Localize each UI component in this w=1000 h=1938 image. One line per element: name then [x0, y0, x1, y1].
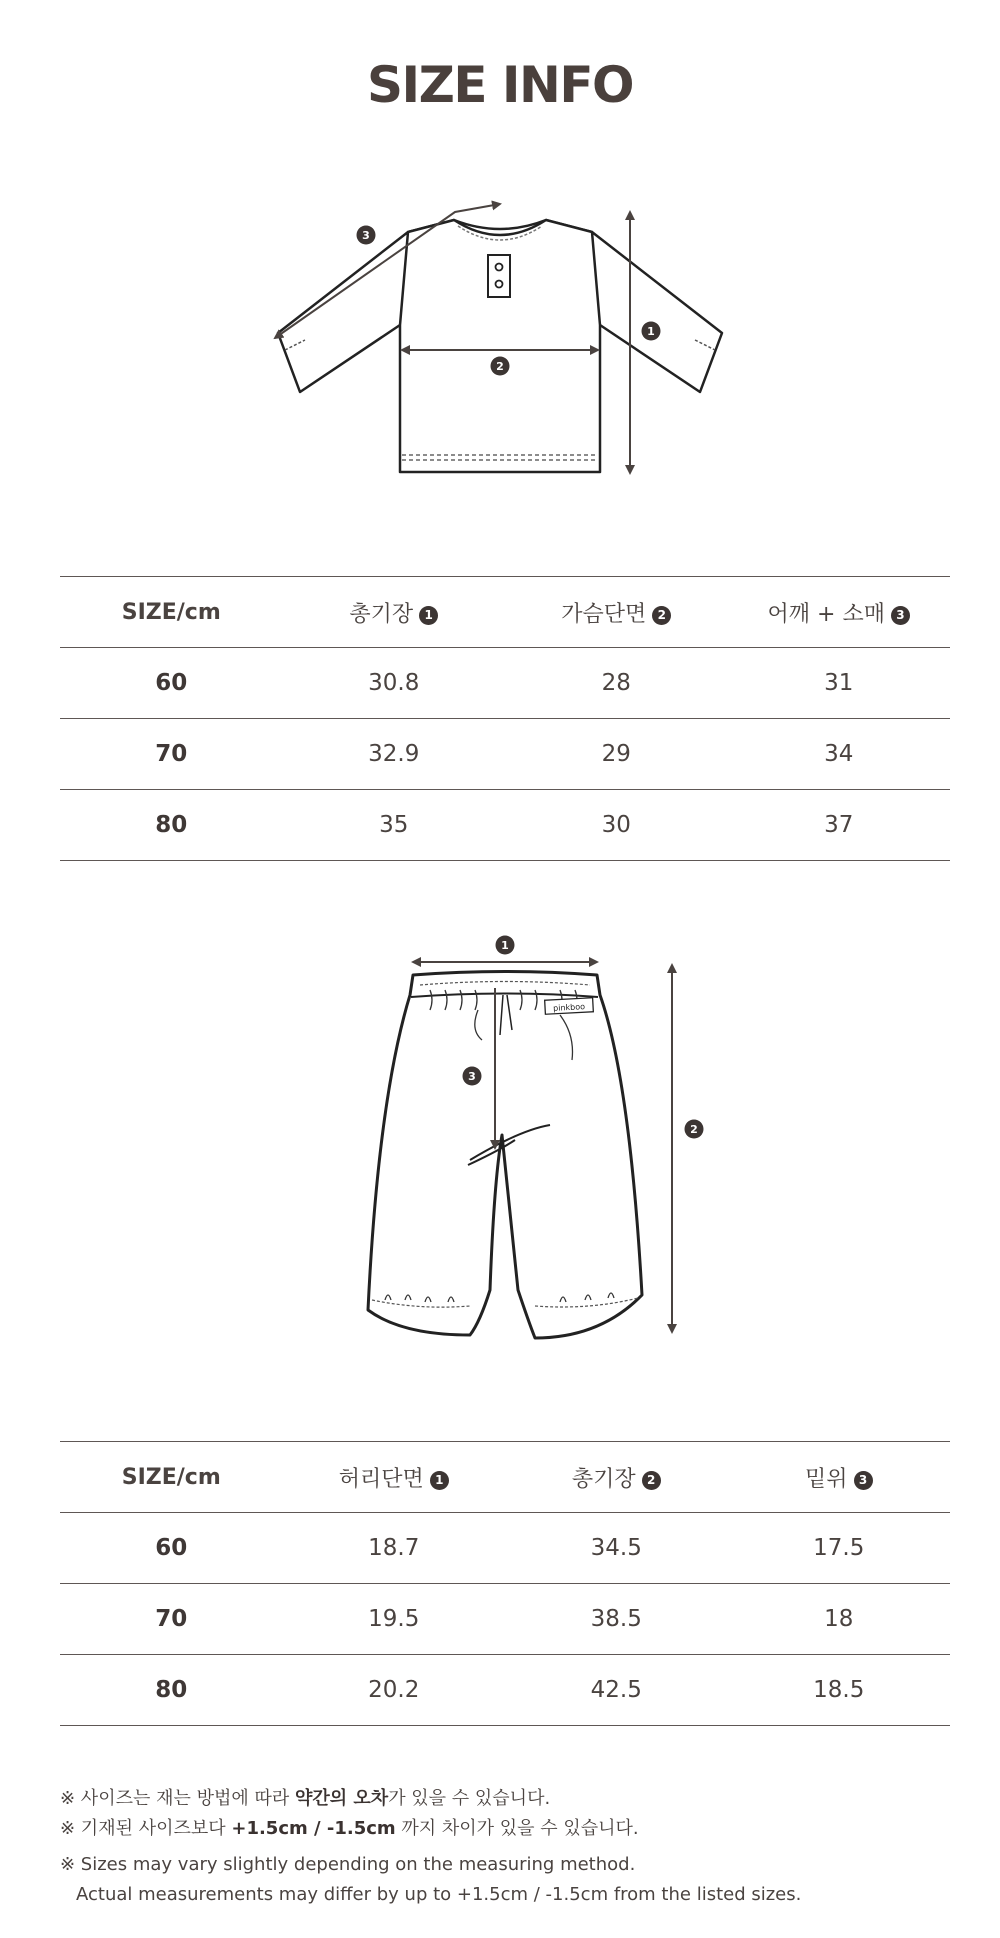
value-cell: 30.8	[283, 648, 506, 719]
header-waist-width: 허리단면 1	[283, 1442, 506, 1513]
size-cell: 80	[60, 1655, 283, 1726]
value-cell: 34.5	[505, 1513, 728, 1584]
table-row	[60, 1584, 950, 1655]
value-cell: 18	[728, 1584, 951, 1655]
value-cell: 18.5	[728, 1655, 951, 1726]
note-ko-1: ※ 사이즈는 재는 방법에 따라 약간의 오차가 있을 수 있습니다.	[60, 1788, 551, 1809]
table-row	[60, 790, 950, 861]
pants-length-badge-label: 2	[690, 1123, 698, 1136]
value-cell: 19.5	[283, 1584, 506, 1655]
top-size-table	[60, 576, 950, 861]
chest-badge-label: 2	[496, 360, 504, 373]
header-chest-width: 가슴단면 2	[505, 577, 728, 648]
value-cell: 31	[728, 648, 951, 719]
value-cell: 32.9	[283, 719, 506, 790]
value-cell: 30	[505, 790, 728, 861]
size-cell: 70	[60, 1584, 283, 1655]
header-shoulder-sleeve: 어깨 + 소매 3	[728, 577, 951, 648]
table-row	[60, 1513, 950, 1584]
sleeve-badge-label: 3	[362, 229, 370, 242]
note-ko-2: ※ 기재된 사이즈보다 +1.5cm / -1.5cm 까지 차이가 있을 수 있습니다.	[60, 1818, 639, 1839]
value-cell: 34	[728, 719, 951, 790]
table-header-row	[60, 577, 950, 648]
size-cell: 80	[60, 790, 283, 861]
header-total-length: 총기장 2	[505, 1442, 728, 1513]
header-rise: 밑위 3	[728, 1442, 951, 1513]
size-cell: 70	[60, 719, 283, 790]
page-title: SIZE INFO	[366, 56, 634, 114]
table-row	[60, 1655, 950, 1726]
value-cell: 17.5	[728, 1513, 951, 1584]
size-cell: 60	[60, 648, 283, 719]
value-cell: 20.2	[283, 1655, 506, 1726]
badge-2: 2	[652, 606, 671, 625]
badge-1: 1	[419, 606, 438, 625]
badge-1: 1	[430, 1471, 449, 1490]
badge-2: 2	[642, 1471, 661, 1490]
top-garment-diagram	[0, 185, 1000, 485]
value-cell: 38.5	[505, 1584, 728, 1655]
value-cell: 35	[283, 790, 506, 861]
value-cell: 28	[505, 648, 728, 719]
header-total-length: 총기장 1	[283, 577, 506, 648]
bottom-size-table	[60, 1441, 950, 1726]
table-header-row	[60, 1442, 950, 1513]
value-cell: 18.7	[283, 1513, 506, 1584]
header-size: SIZE/cm	[60, 577, 283, 648]
badge-3: 3	[891, 606, 910, 625]
waistband-tag-text: pinkboo	[552, 1002, 586, 1013]
note-en-2: Actual measurements may differ by up to +1.5cm / -1.5cm from the listed sizes.	[76, 1884, 802, 1905]
pants-diagram	[0, 925, 1000, 1345]
value-cell: 42.5	[505, 1655, 728, 1726]
size-cell: 60	[60, 1513, 283, 1584]
table-row	[60, 648, 950, 719]
waist-badge-label: 1	[501, 939, 509, 952]
table-row	[60, 719, 950, 790]
length-badge-label: 1	[647, 325, 655, 338]
note-en-1: ※ Sizes may vary slightly depending on the measuring method.	[60, 1854, 636, 1875]
badge-3: 3	[854, 1471, 873, 1490]
rise-badge-label: 3	[468, 1070, 476, 1083]
value-cell: 29	[505, 719, 728, 790]
header-size: SIZE/cm	[60, 1442, 283, 1513]
value-cell: 37	[728, 790, 951, 861]
